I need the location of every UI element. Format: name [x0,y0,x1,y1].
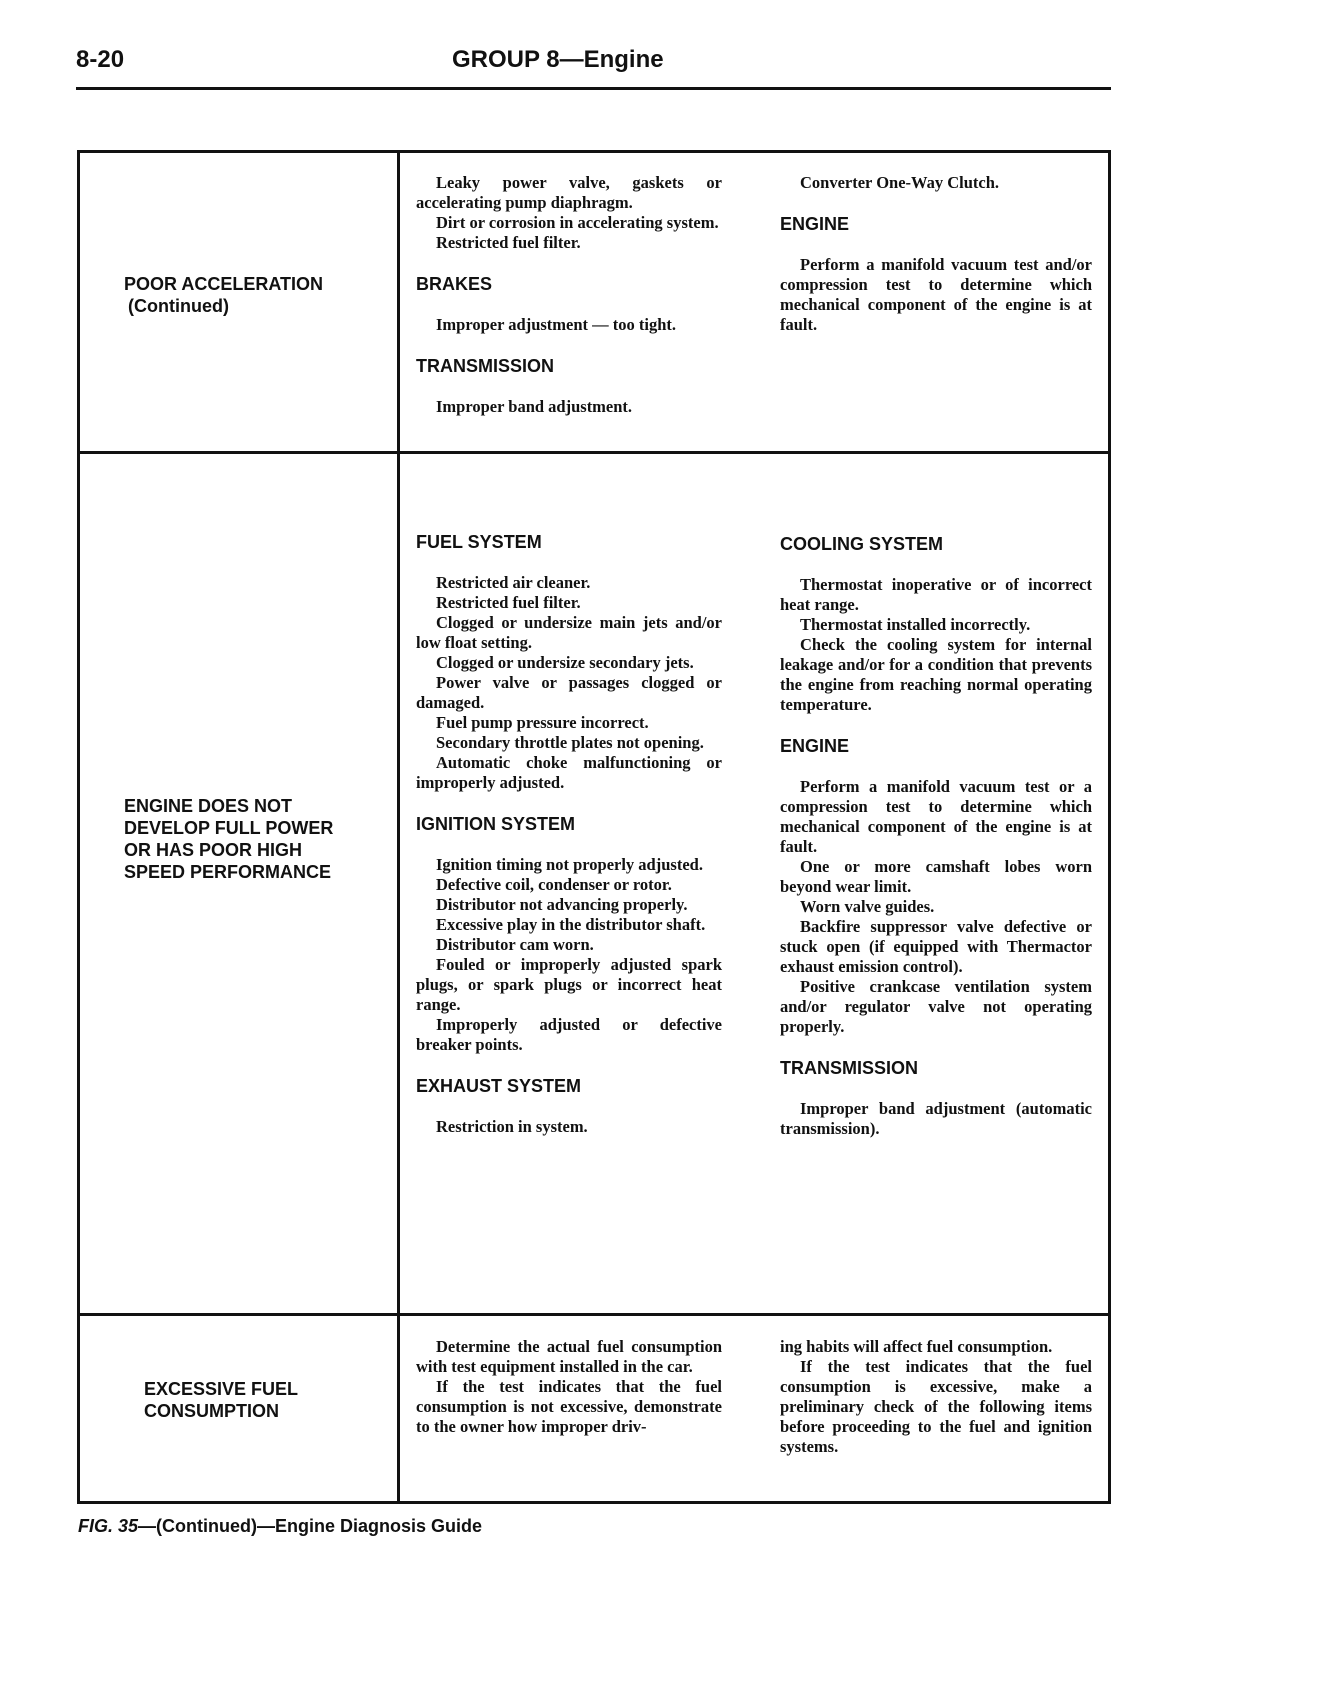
cause-item: Improper adjustment — too tight. [436,315,677,334]
cause-item: Improper band adjustment. [436,397,633,416]
condition-line: OR HAS POOR HIGH [124,840,303,860]
row-divider [80,451,1108,454]
cause-item: Clogged or undersize secondary jets. [436,653,694,672]
cause-item: Leaky power valve, gaskets or accelerating pump diaphragm. [416,173,722,212]
cause-item: If the test indicates that the fuel consumption is not excessive, demonstrate to the owner how improper driv- [416,1377,722,1436]
cause-item: If the test indicates that the fuel consumption is excessive, make a preliminary check of the following items before proceeding to the fuel and ignition systems. [780,1357,1092,1456]
section-heading-ignition-system: IGNITION SYSTEM [416,814,576,834]
cause-item: Clogged or undersize main jets and/or low float setting. [416,613,722,652]
section-heading-fuel-system: FUEL SYSTEM [416,532,542,552]
cause-item: Check the cooling system for internal leakage and/or for a condition that prevents the engine from reaching normal operating temperature. [780,635,1092,714]
cause-item: Automatic choke malfunctioning or improperly adjusted. [416,753,722,792]
section-heading-exhaust-system: EXHAUST SYSTEM [416,1076,582,1096]
section-heading-transmission: TRANSMISSION [416,356,555,376]
cause-item: Improper band adjustment (automatic transmission). [780,1099,1092,1138]
cause-item: Positive crankcase ventilation system and/or regulator valve not operating properly. [780,977,1092,1036]
cause-item: Excessive play in the distributor shaft. [436,915,706,934]
condition-line: ENGINE DOES NOT [124,796,293,816]
section-heading-engine: ENGINE [780,736,850,756]
condition-line: DEVELOP FULL POWER [124,818,334,838]
cause-item: Distributor not advancing properly. [436,895,688,914]
cause-item: Thermostat inoperative or of incorrect heat range. [780,575,1092,614]
cause-item: Distributor cam worn. [436,935,594,954]
causes-column [416,531,722,1137]
cause-item: Thermostat installed incorrectly. [800,615,1031,634]
cause-item: Restricted fuel filter. [436,593,581,612]
group-title: GROUP 8—Engine [452,46,664,73]
cause-item: Ignition timing not properly adjusted. [436,855,703,874]
cause-item: Restricted fuel filter. [436,233,581,252]
cause-item: Worn valve guides. [800,897,935,916]
cause-item: Perform a manifold vacuum test and/or compression test to determine which mechanical component of the engine is at fault. [780,255,1092,334]
page-number: 8-20 [76,46,125,73]
condition-engine-power [124,795,384,883]
cause-item: Backfire suppressor valve defective or stuck open (if equipped with Thermactor exhaust emission control). [780,917,1092,976]
section-heading-engine: ENGINE [780,214,850,234]
cause-item: One or more camshaft lobes worn beyond wear limit. [780,857,1092,896]
cause-item: Restriction in system. [436,1117,588,1136]
cause-item: Power valve or passages clogged or damaged. [416,673,722,712]
cause-item: Improperly adjusted or defective breaker points. [416,1015,722,1054]
cause-item: ing habits will affect fuel consumption. [780,1337,1053,1356]
cause-item: Determine the actual fuel consumption with test equipment installed in the car. [416,1337,722,1376]
causes-column [416,173,722,417]
section-heading-brakes: BRAKES [416,274,493,294]
condition-line: (Continued) [128,296,229,316]
condition-line: SPEED PERFORMANCE [124,862,332,882]
figure-number: FIG. 35 [78,1516,139,1536]
column-divider [397,153,400,1501]
cause-item: Fouled or improperly adjusted spark plugs, or spark plugs or incorrect heat range. [416,955,722,1014]
figure-caption-text: —(Continued)—Engine Diagnosis Guide [138,1516,483,1536]
cause-item: Restricted air cleaner. [436,573,591,592]
cause-item: Secondary throttle plates not opening. [436,733,704,752]
tests-column [780,533,1092,1139]
cause-item: Fuel pump pressure incorrect. [436,713,649,732]
cause-item: Converter One-Way Clutch. [800,173,1000,192]
diagnosis-table [77,150,1111,1504]
condition-line: POOR ACCELERATION [124,274,324,294]
condition-line: CONSUMPTION [144,1401,279,1421]
row-divider [80,1313,1108,1316]
figure-caption [78,1516,482,1537]
cause-item: Defective coil, condenser or rotor. [436,875,672,894]
causes-column [416,1337,722,1437]
header-rule [76,87,1111,90]
section-heading-transmission: TRANSMISSION [780,1058,919,1078]
condition-line: EXCESSIVE FUEL [144,1379,299,1399]
tests-column [780,1337,1092,1457]
tests-column [780,173,1092,335]
section-heading-cooling-system: COOLING SYSTEM [780,534,944,554]
condition-poor-acceleration [124,273,384,317]
condition-excessive-fuel [144,1378,384,1422]
cause-item: Perform a manifold vacuum test or a compression test to determine which mechanical component of the engine is at fault. [780,777,1092,856]
cause-item: Dirt or corrosion in accelerating system. [436,213,719,232]
